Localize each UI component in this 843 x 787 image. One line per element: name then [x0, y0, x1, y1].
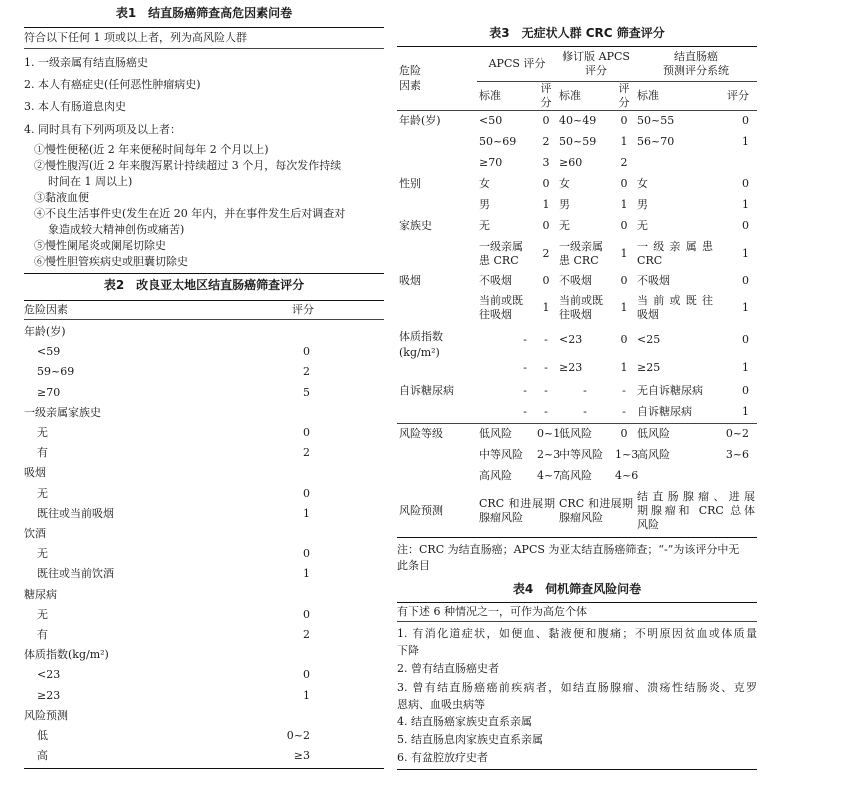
table2-row — [24, 625, 384, 645]
table2-row — [24, 362, 384, 382]
table4-bottom-rule — [397, 769, 757, 770]
table4-item: 5. 结直肠息肉家族史直系亲属 — [397, 733, 543, 746]
table2-factor: ≥23 — [37, 688, 61, 702]
table3-row-sex1 — [397, 174, 757, 195]
table3-cell: - — [523, 332, 527, 346]
table3-cell — [557, 291, 613, 325]
table3-h-score: 评分 — [540, 81, 552, 109]
table2-bottom-rule — [24, 768, 384, 769]
table3-h-std: 标准 — [479, 88, 501, 102]
table3-cell: 高风险 — [559, 469, 593, 482]
table2-row — [24, 443, 384, 463]
table3-note-line2: 此条目 — [397, 558, 430, 572]
table2-row — [24, 322, 384, 342]
table3-note-line1: 注：CRC 为结直肠癌；APCS 为亚太结直肠癌筛查；“-”为该评分中无 — [397, 542, 740, 556]
table3-cell: - — [544, 332, 548, 346]
table1-subitem: ④不良生活事件史(发生在近 20 年内，并在事件发生后对调查对 — [34, 207, 346, 220]
table3-cell: 自诉糖尿病 — [637, 405, 693, 418]
table2-col-factor: 危险因素 — [24, 303, 68, 316]
table1-item: 2. 本人有癌症史(任何恶性肿瘤病史) — [24, 78, 201, 91]
table2-factor: 无 — [37, 426, 48, 440]
table2-score: 1 — [303, 567, 310, 581]
table3-cell: 0 — [620, 219, 628, 232]
table2-body — [24, 320, 384, 766]
table2-row — [24, 383, 384, 403]
table3-cell: 0 — [620, 332, 628, 346]
table1-item: 1. 一级亲属有结直肠癌史 — [24, 56, 148, 69]
table3-cell — [557, 237, 613, 271]
table3-cell: 3~6 — [725, 448, 750, 461]
table3-cell: 2~3 — [537, 448, 561, 461]
table4-item: 2. 曾有结直肠癌史者 — [397, 662, 499, 675]
table3-title: 表3 无症状人群 CRC 筛查评分 — [489, 26, 665, 40]
table3-h-mod — [557, 47, 635, 81]
table3-cell: 低风险 — [479, 427, 512, 440]
table3-row-pred — [397, 487, 757, 535]
table2-factor: 59~69 — [37, 365, 75, 379]
table3-cell: 1 — [542, 300, 550, 314]
table3-cell: 0 — [742, 114, 750, 127]
table3-cell: 50~69 — [479, 135, 517, 148]
table1-subitem: ⑤慢性阑尾炎或阑尾切除史 — [34, 239, 166, 252]
table2-score: 2 — [303, 628, 310, 642]
table3-cell: 男 — [479, 198, 490, 211]
table3-header-row1 — [397, 47, 757, 81]
table2-score: 1 — [303, 506, 310, 520]
table3-cell-line: CRC 和进展期 — [559, 496, 634, 510]
table3-cell: ≥23 — [559, 360, 583, 374]
table2-row — [24, 726, 384, 746]
table3-cell: - — [523, 405, 527, 418]
table2-score: 0 — [303, 426, 310, 440]
table2-row — [24, 686, 384, 706]
table3-h-mod1: 修订版 APCS — [562, 49, 630, 63]
table3-h-factor — [397, 47, 477, 110]
table3-cell: 0 — [620, 177, 628, 190]
table3-cell: 0 — [542, 273, 550, 287]
table2-factor: 无 — [37, 607, 48, 621]
table3-factor-dm: 自诉糖尿病 — [399, 384, 454, 397]
table3-h-score: 评分 — [618, 81, 630, 109]
table3-cell: 0 — [742, 273, 750, 287]
table1 — [24, 4, 384, 274]
table3-cell: 低风险 — [637, 427, 671, 440]
table4-item: 3. 曾有结直肠癌癌前疾病者，如结直肠腺瘤、溃疡性结肠炎、克罗 — [397, 681, 757, 694]
table2-row — [24, 645, 384, 665]
table2-factor: 风险预测 — [24, 708, 68, 722]
table2-row — [24, 403, 384, 423]
table4-item: 1. 有消化道症状，如便血、黏液便和腹痛；不明原因贫血或体质量 — [397, 627, 757, 640]
table3-row-age2 — [397, 132, 757, 153]
table3-cell: 女 — [479, 177, 490, 190]
table2 — [24, 276, 384, 769]
table1-subitem-cont: 时间在 1 周以上) — [48, 175, 133, 188]
table3-cell: 无 — [479, 219, 490, 232]
table3-cell — [635, 237, 715, 271]
table3-cell — [477, 487, 557, 535]
table3-row-dm2 — [397, 402, 757, 423]
table3-row-fam2 — [397, 237, 757, 271]
table3-cell-line: 往吸烟 — [559, 307, 593, 321]
table3-cell: ≥25 — [637, 360, 661, 374]
table3-cell-line: 一级亲属 — [479, 239, 523, 253]
table3-h-apcs: APCS 评分 — [477, 47, 557, 81]
table3-cell: - — [544, 360, 548, 374]
table3-cell: 不吸烟 — [479, 273, 512, 287]
table3-cell-line: 腺瘤风险 — [479, 510, 523, 524]
table1-subitem-cont: 象造成较大精神创伤或痛苦) — [48, 223, 185, 236]
table3-cell: 50~59 — [559, 135, 597, 148]
table2-row — [24, 746, 384, 766]
table3-cell: 1 — [620, 246, 628, 260]
table3-cell: 0~1 — [537, 427, 561, 440]
table2-row — [24, 605, 384, 625]
table3-grid — [397, 47, 757, 535]
table3-row-age3 — [397, 153, 757, 174]
table3-row-bmi1 — [397, 325, 757, 355]
table2-factor: 体质指数(kg/m²) — [24, 648, 109, 662]
table3-factor-pred: 风险预测 — [399, 503, 443, 517]
table3-cell: - — [622, 405, 626, 418]
table3-cell — [635, 487, 757, 535]
table1-bottom-rule — [24, 273, 384, 274]
table3-h-std: 标准 — [637, 88, 660, 102]
table4-title: 表4 伺机筛查风险问卷 — [512, 582, 642, 596]
table2-row — [24, 564, 384, 584]
table3-cell: 中等风险 — [559, 448, 604, 461]
table3-cell: 男 — [559, 198, 571, 211]
table2-score: 5 — [303, 385, 310, 399]
table3-h-score: 评分 — [727, 88, 750, 102]
table2-factor: 无 — [37, 547, 48, 561]
table2-row — [24, 342, 384, 362]
table2-row — [24, 524, 384, 544]
table3-cell-line: 腺瘤风险 — [559, 510, 604, 524]
table3-cell-line: 患 CRC — [559, 253, 599, 267]
table4-header: 有下述 6 种情况之一，可作为高危个体 — [397, 605, 587, 618]
table3-cell: 0 — [542, 114, 550, 127]
table3-cell — [635, 291, 715, 325]
table2-score: 0 — [303, 345, 310, 359]
table3-cell: 无 — [559, 219, 571, 232]
table3-cell-line: 往吸烟 — [479, 307, 512, 321]
table3-factor-age: 年龄(岁) — [399, 114, 441, 127]
table3-h-factor-text: 危险因素 — [399, 64, 421, 93]
table3-cell: - — [523, 360, 527, 374]
table3-bottom-rule — [397, 537, 757, 538]
table3-cell: 1 — [620, 135, 628, 148]
table3-factor-bmi — [397, 325, 477, 381]
table2-row — [24, 665, 384, 685]
table3-cell-line: 结直肠腺瘤、进展 — [637, 489, 756, 503]
table2-factor: 既往或当前饮酒 — [37, 567, 114, 581]
table3-cell: 2 — [542, 135, 550, 148]
table3-cell-line: 一级亲属患 — [637, 239, 714, 253]
table2-header-row — [24, 301, 384, 319]
table3-cell-line: CRC — [637, 253, 663, 267]
table3-cell: 高风险 — [637, 448, 671, 461]
table3-h-sys2: 预测评分系统 — [663, 63, 730, 77]
table2-score: 0 — [303, 668, 310, 682]
table3-cell: <23 — [559, 332, 583, 346]
table3-cell: 40~49 — [559, 114, 597, 127]
table2-factor: <23 — [37, 668, 61, 682]
table1-item: 3. 本人有肠道息肉史 — [24, 100, 126, 113]
table2-factor: 无 — [37, 486, 48, 500]
table4-items — [397, 622, 757, 767]
table3 — [397, 24, 757, 574]
table3-cell: ≥70 — [479, 156, 503, 169]
table2-factor: 有 — [37, 628, 48, 642]
table3-row-risk2 — [397, 445, 757, 466]
table3-cell: <25 — [637, 332, 661, 346]
table2-score: 0 — [303, 547, 310, 561]
table4-item-cont: 恩病、血吸虫病等 — [397, 698, 485, 711]
table1-title: 表1 结直肠癌筛查高危因素问卷 — [115, 6, 293, 20]
table3-cell-line: 当前或既 — [479, 293, 523, 307]
table2-score: 0 — [303, 486, 310, 500]
table3-cell: 1 — [742, 405, 750, 418]
table3-cell: 0 — [742, 332, 750, 346]
table3-cell: 0~2 — [725, 427, 750, 440]
table2-score: 2 — [303, 446, 310, 460]
table3-cell: 0 — [742, 219, 750, 232]
table3-cell: 4~6 — [615, 469, 639, 482]
table2-col-score: 评分 — [292, 303, 314, 316]
table3-cell: 1 — [620, 360, 628, 374]
table3-factor-smk: 吸烟 — [399, 273, 421, 287]
table2-factor: 一级亲属家族史 — [24, 405, 101, 419]
table3-cell: 1 — [542, 198, 550, 211]
table2-factor: 高 — [37, 749, 48, 763]
table3-row-sex2 — [397, 195, 757, 216]
table3-cell: 1 — [620, 198, 628, 211]
table1-header: 符合以下任何 1 项或以上者，列为高风险人群 — [24, 31, 247, 44]
table3-cell: 男 — [637, 198, 649, 211]
table3-cell: 低风险 — [559, 427, 593, 440]
table2-row — [24, 504, 384, 524]
table3-cell: 无自诉糖尿病 — [637, 384, 704, 397]
table3-cell — [477, 291, 535, 325]
table2-factor: 既往或当前吸烟 — [37, 506, 114, 520]
table3-cell: 无 — [637, 219, 649, 232]
table3-cell: 中等风险 — [479, 448, 523, 461]
table3-cell: - — [622, 384, 626, 397]
table1-subitem: ⑥慢性胆管疾病史或胆囊切除史 — [34, 255, 188, 268]
table2-factor: 有 — [37, 446, 48, 460]
table4-item-cont: 下降 — [397, 644, 419, 657]
table3-cell: - — [544, 384, 548, 397]
table2-title: 表2 改良亚太地区结直肠癌筛查评分 — [103, 278, 305, 292]
table2-factor: 糖尿病 — [24, 587, 57, 601]
table3-cell: 0 — [542, 177, 550, 190]
table3-cell: 1 — [742, 300, 750, 314]
table3-cell: - — [523, 384, 527, 397]
table3-cell: 50~55 — [637, 114, 675, 127]
table1-item: 4. 同时具有下列两项及以上者： — [24, 123, 181, 136]
table4 — [397, 580, 757, 770]
table2-factor: <59 — [37, 345, 61, 359]
table3-cell: 3 — [542, 156, 550, 169]
table3-cell: 56~70 — [637, 135, 675, 148]
table3-h-sys1: 结直肠癌 — [674, 49, 719, 63]
table3-cell-line: 风险 — [637, 517, 660, 531]
table3-row-dm1 — [397, 381, 757, 402]
table2-score: ≥3 — [293, 749, 310, 763]
table2-factor: 年龄(岁) — [24, 325, 66, 338]
table3-factor-fam: 家族史 — [399, 219, 432, 232]
table3-cell: - — [583, 405, 587, 418]
table3-cell — [477, 237, 535, 271]
table3-cell-line: 吸烟 — [637, 307, 660, 321]
table2-row — [24, 585, 384, 605]
table3-cell: 0 — [542, 219, 550, 232]
table3-cell: 高风险 — [479, 469, 512, 482]
table3-cell: 1 — [742, 246, 750, 260]
table3-row-risk3 — [397, 466, 757, 487]
table3-h-sys — [635, 47, 757, 81]
table3-cell-line: 一级亲属 — [559, 239, 604, 253]
table3-cell: 0 — [620, 273, 628, 287]
table2-row — [24, 463, 384, 483]
table2-factor: 低 — [37, 729, 48, 743]
table3-cell: 4~7 — [537, 469, 561, 482]
table1-items — [24, 49, 384, 270]
table3-cell: 2 — [620, 156, 628, 169]
table1-subitem: ③黏液血便 — [34, 191, 89, 204]
table3-cell-line: CRC 和进展期 — [479, 496, 556, 510]
table3-cell: 0 — [742, 177, 750, 190]
table3-note — [397, 542, 757, 574]
table3-cell: 不吸烟 — [637, 273, 671, 287]
table2-row — [24, 484, 384, 504]
table3-cell: - — [544, 405, 548, 418]
table3-cell: 1 — [742, 360, 750, 374]
table3-cell: 0 — [620, 114, 628, 127]
table3-cell: 不吸烟 — [559, 273, 593, 287]
table3-cell: 2 — [542, 246, 550, 260]
table3-cell: 1 — [742, 198, 750, 211]
table2-factor: 饮酒 — [24, 527, 46, 541]
table3-cell: - — [583, 384, 587, 397]
table3-cell: 女 — [637, 177, 649, 190]
table3-cell-line: 患 CRC — [479, 253, 519, 267]
table3-cell: 0 — [620, 427, 628, 440]
table3-factor-sex: 性别 — [399, 177, 421, 190]
table3-cell-line: 期腺瘤和 CRC 总体 — [637, 503, 756, 517]
table3-factor-bmi-l2: (kg/m²) — [399, 345, 440, 359]
table1-subitem: ②慢性腹泻(近 2 年来腹泻累计持续超过 3 个月，每次发作持续 — [34, 159, 342, 172]
table3-cell-line: 当前或既往 — [637, 293, 714, 307]
table2-factor: ≥70 — [37, 385, 61, 399]
table2-row — [24, 544, 384, 564]
table2-row — [24, 423, 384, 443]
table3-cell: 女 — [559, 177, 571, 190]
table1-subitem: ①慢性便秘(近 2 年来便秘时间每年 2 个月以上) — [34, 143, 269, 156]
table3-row-smk2 — [397, 291, 757, 325]
table2-score: 0 — [303, 607, 310, 621]
table4-item: 6. 有盆腔放疗史者 — [397, 751, 488, 764]
table3-factor-bmi-l1: 体质指数 — [399, 329, 443, 343]
table4-item: 4. 结直肠癌家族史直系亲属 — [397, 715, 532, 728]
table3-cell: <50 — [479, 114, 503, 127]
table2-factor: 吸烟 — [24, 466, 46, 480]
table3-row-smk1 — [397, 271, 757, 291]
table3-h-mod2: 评分 — [585, 63, 608, 77]
table2-score: 2 — [303, 365, 310, 379]
table3-cell — [557, 487, 635, 535]
table3-cell: ≥60 — [559, 156, 583, 169]
table2-row — [24, 706, 384, 726]
table3-row-risk1 — [397, 424, 757, 445]
table3-h-std: 标准 — [559, 88, 582, 102]
table3-cell: 1~3 — [615, 448, 639, 461]
table3-row-fam1 — [397, 216, 757, 237]
table3-cell: 1 — [620, 300, 628, 314]
table3-cell-line: 当前或既 — [559, 293, 604, 307]
table2-score: 1 — [303, 688, 310, 702]
table3-cell: 0 — [742, 384, 750, 397]
table3-cell: 1 — [742, 135, 750, 148]
table3-factor-risk: 风险等级 — [399, 427, 443, 440]
table3-row-age1 — [397, 111, 757, 132]
table2-score: 0~2 — [286, 729, 310, 743]
